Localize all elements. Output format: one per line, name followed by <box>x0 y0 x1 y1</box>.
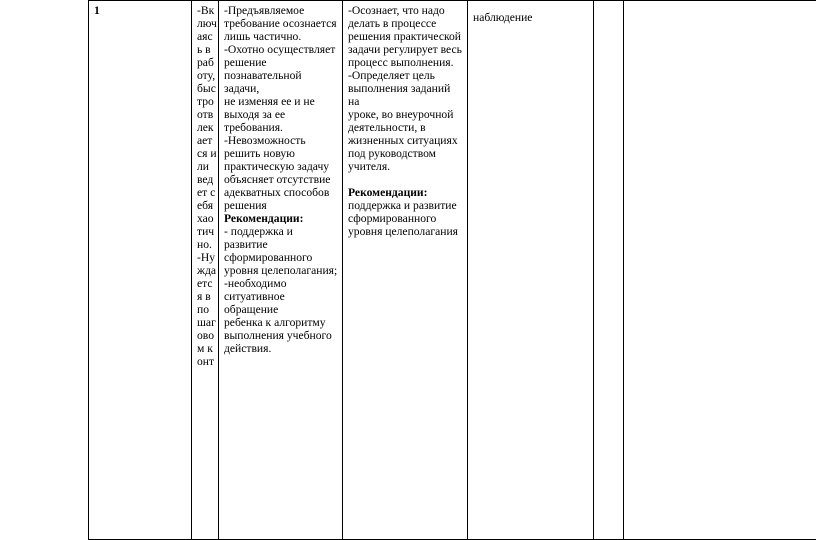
formed-line: -Осознает, что надо <box>348 4 463 17</box>
spacer <box>348 173 463 186</box>
recommendation-line: - поддержка и развитие <box>224 225 338 251</box>
recommendation-line: -необходимо <box>224 277 338 290</box>
behavior-text-1: -Включаясь в работу, быстро отвлекается или ведет себя хаотично. <box>197 4 217 251</box>
recommendation-line: ребенка к алгоритму <box>224 316 338 329</box>
formed-line: деятельности, в <box>348 121 463 134</box>
partial-line: -Предъявляемое <box>224 4 338 17</box>
partial-line: лишь частично. <box>224 30 338 43</box>
partial-line: практическую задачу <box>224 160 338 173</box>
table-row <box>89 1 816 540</box>
partial-line: познавательной задачи, <box>224 69 338 95</box>
row-number-cell <box>89 1 192 540</box>
formed-line: решения практической <box>348 30 463 43</box>
formed-line: учителя. <box>348 160 463 173</box>
formed-line: делать в процессе <box>348 17 463 30</box>
partial-line: -Охотно осуществляет <box>224 43 338 56</box>
partial-line: -Невозможность <box>224 134 338 147</box>
behavior-cell <box>192 1 219 540</box>
formed-level-cell <box>343 1 468 540</box>
method-cell <box>468 1 594 540</box>
partial-line: требование осознается <box>224 17 338 30</box>
recommendation-line: уровня целеполагания <box>348 225 463 238</box>
recommendations-heading: Рекомендации: <box>348 186 463 199</box>
behavior-text-2: -Нуждается в пошаговом конт <box>197 251 217 368</box>
partial-level-cell <box>219 1 343 540</box>
formed-line: задачи регулирует весь <box>348 43 463 56</box>
formed-line: -Определяет цель <box>348 69 463 82</box>
partial-line: адекватных способов <box>224 186 338 199</box>
empty-cell <box>624 1 816 540</box>
partial-line: выходя за ее <box>224 108 338 121</box>
partial-line: решения <box>224 199 338 212</box>
method-text: наблюдение <box>473 11 589 24</box>
recommendation-line: поддержка и развитие <box>348 199 463 212</box>
formed-line: процесс выполнения. <box>348 56 463 69</box>
assessment-table <box>88 0 816 540</box>
partial-line: решить новую <box>224 147 338 160</box>
empty-cell <box>594 1 624 540</box>
recommendation-line: сформированного <box>348 212 463 225</box>
recommendation-line: действия. <box>224 342 338 355</box>
partial-line: объясняет отсутствие <box>224 173 338 186</box>
formed-line: выполнения заданий на <box>348 82 463 108</box>
formed-line: под руководством <box>348 147 463 160</box>
row-number: 1 <box>94 4 100 17</box>
formed-line: уроке, во внеурочной <box>348 108 463 121</box>
recommendation-line: сформированного <box>224 251 338 264</box>
partial-line: не изменяя ее и не <box>224 95 338 108</box>
recommendation-line: уровня целеполагания; <box>224 264 338 277</box>
formed-line: жизненных ситуациях <box>348 134 463 147</box>
recommendation-line: ситуативное обращение <box>224 290 338 316</box>
partial-line: требования. <box>224 121 338 134</box>
partial-line: решение <box>224 56 338 69</box>
recommendation-line: выполнения учебного <box>224 329 338 342</box>
recommendations-heading: Рекомендации: <box>224 212 338 225</box>
